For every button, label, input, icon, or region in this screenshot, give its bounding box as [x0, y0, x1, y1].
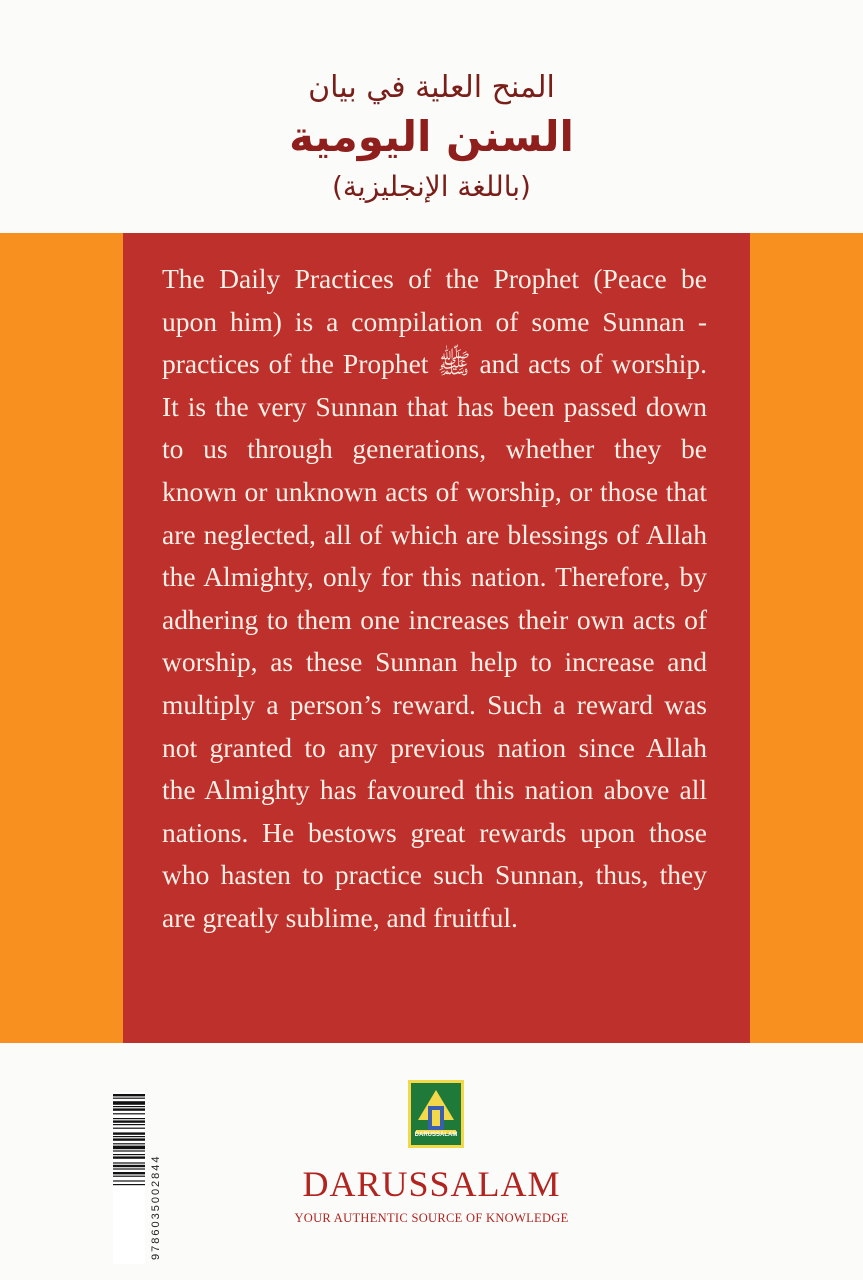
description-part-1: The Daily Practices of the Prophet (Peace be upon him) is a compilation of some Sunnan -practices of the Prophet	[162, 263, 707, 380]
publisher-name: DARUSSALAM	[302, 1164, 561, 1204]
arabic-title-main: السنن اليومية	[289, 112, 574, 161]
description-part-2: and acts of worship. It is the very Sunnan that has been passed down to us through generations, whether they be known or unknown acts of worship, or those that are neglected, all of which are blessings of Allah the Almighty, only for this nation. Therefore, by adhering to them one increases their own acts of worship, as these Sunnan help to increase and multiply a person’s reward. Such a reward was not granted to any previous nation since Allah the Almighty has favoured this nation above all nations. He bestows great rewards upon those who hasten to practice such Sunnan, thus, they are greatly sublime, and fruitful.	[162, 348, 708, 933]
isbn-digits: 9786035002844	[150, 1154, 162, 1260]
publisher-tagline: YOUR AUTHENTIC SOURCE OF KNOWLEDGE	[294, 1211, 569, 1225]
arabic-title-subtitle: (باللغة الإنجليزية)	[332, 170, 531, 203]
arabic-title-line-1: المنح العلية في بيان	[308, 70, 555, 105]
book-description	[162, 258, 707, 940]
logo-caption: DARUSSALAM	[414, 1132, 458, 1138]
arabic-title-block	[0, 0, 863, 233]
salutation-glyph: ﷺ	[437, 348, 471, 380]
